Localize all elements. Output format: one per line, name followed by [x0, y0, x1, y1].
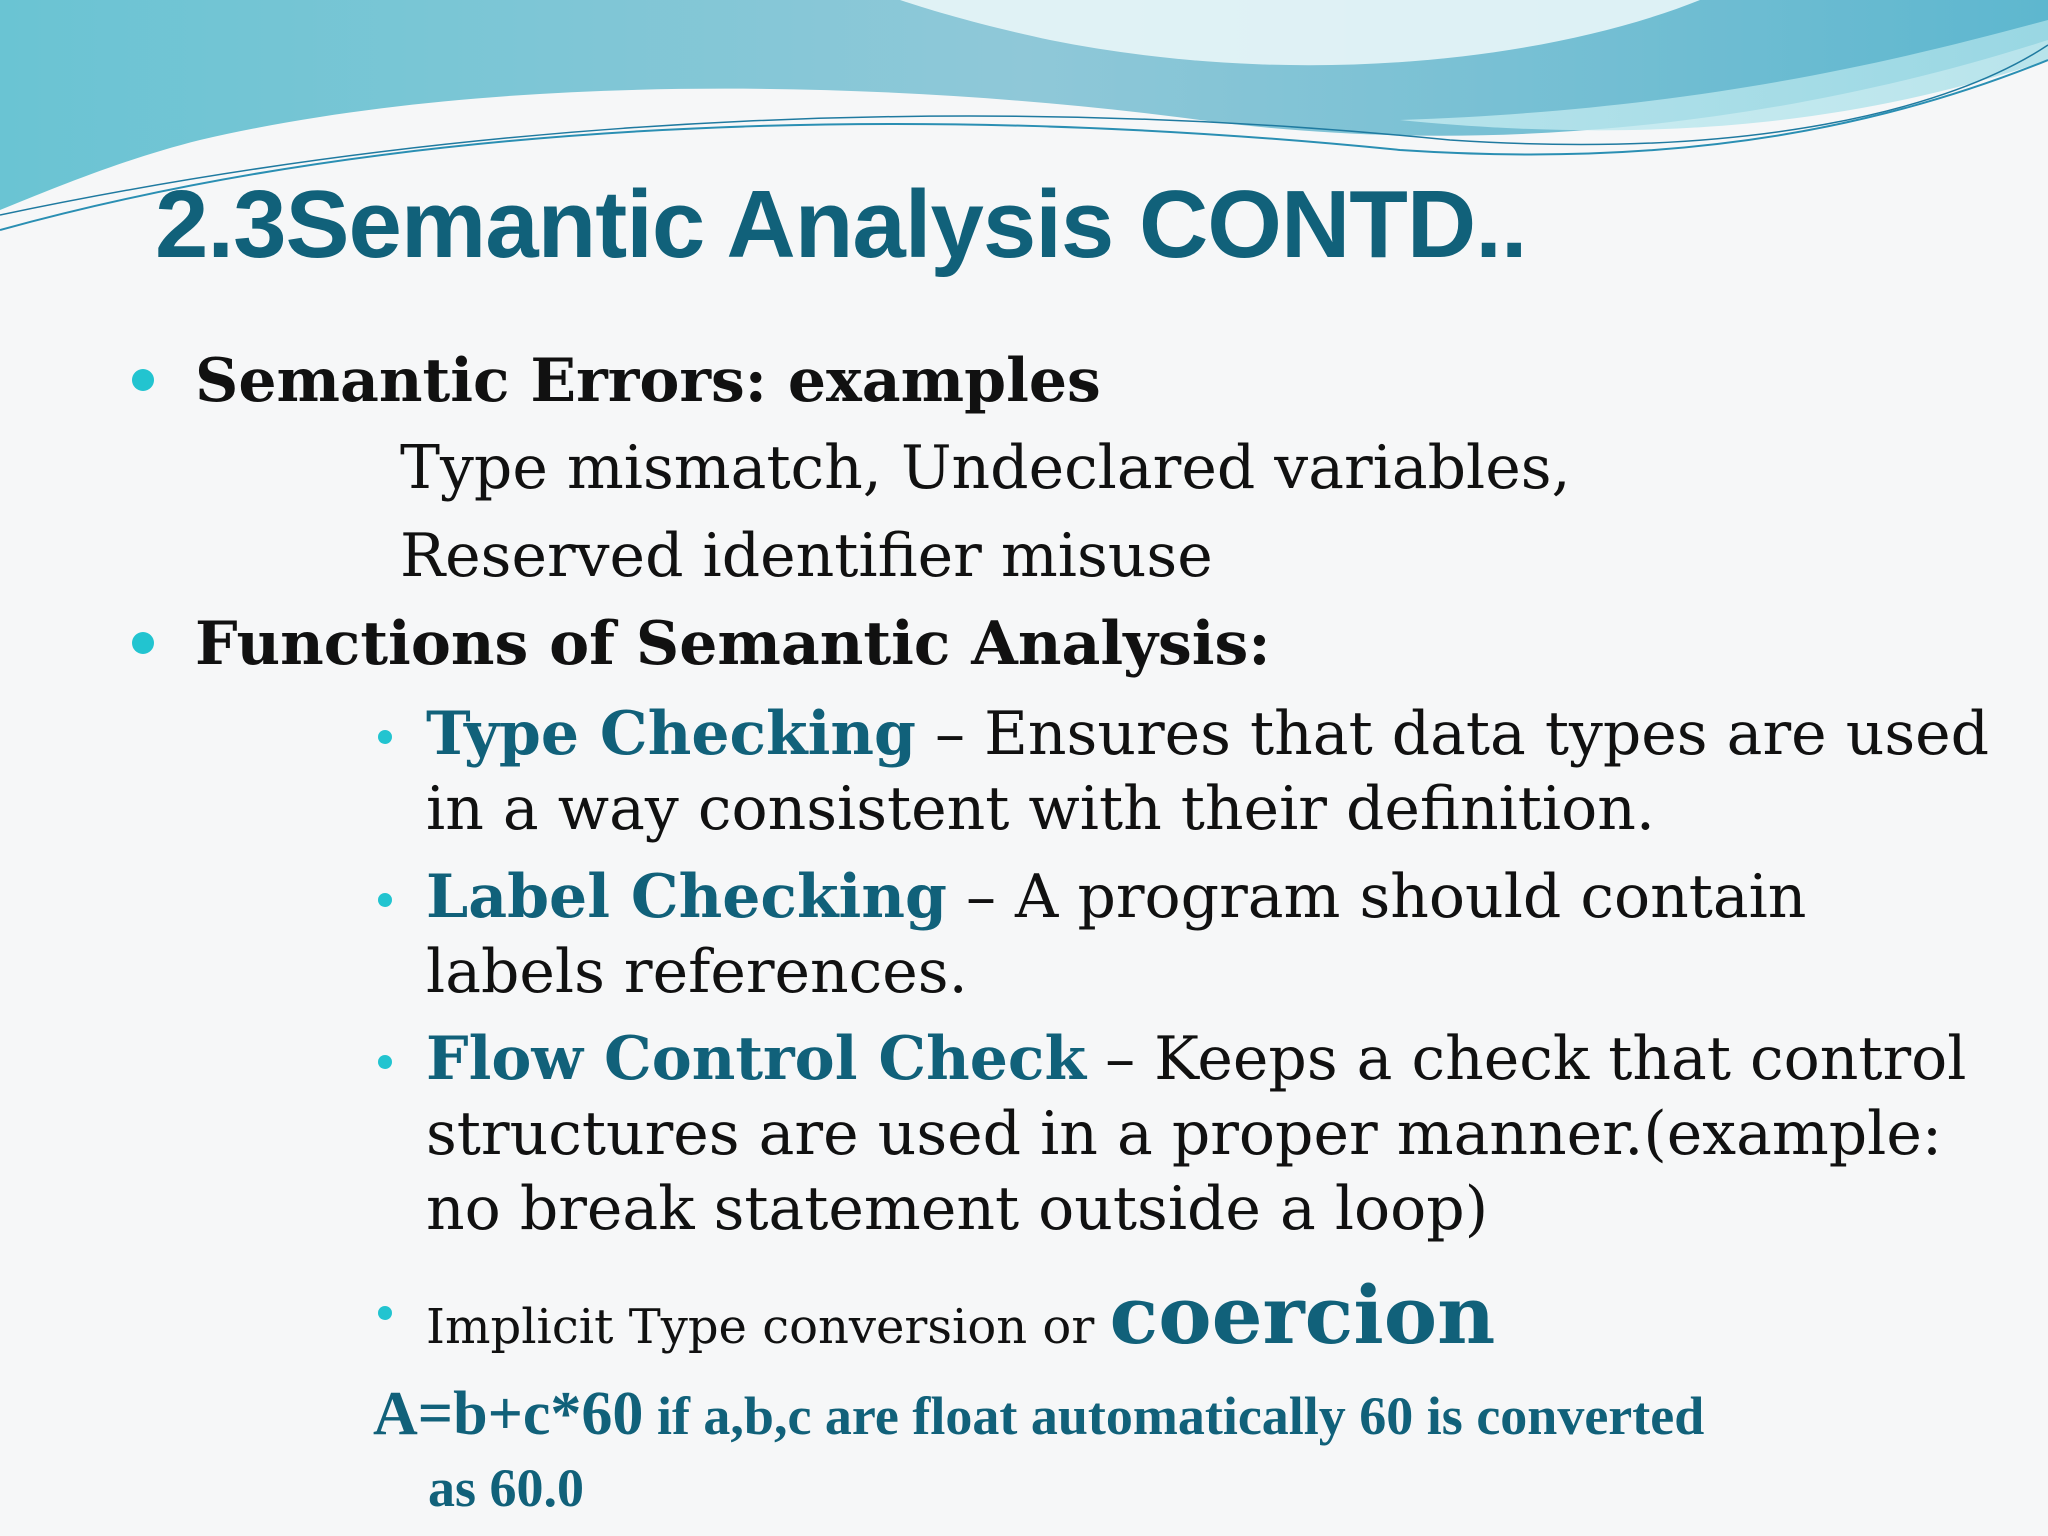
label-checking-desc-2: labels references.	[426, 937, 968, 1007]
flow-control-desc-2: structures are used in a proper manner.(example:	[426, 1099, 1943, 1169]
bullet-icon	[132, 632, 154, 654]
bullet-icon	[132, 369, 154, 391]
item-label-checking	[426, 860, 1806, 1010]
sub-bullet-icon	[378, 730, 392, 744]
semantic-errors-line-1: Type mismatch, Undeclared variables,	[400, 433, 1571, 503]
bullet-semantic-errors: Semantic Errors: examples	[195, 346, 1101, 416]
label-checking-desc-1: – A program should contain	[946, 862, 1807, 932]
flow-control-desc-1: – Keeps a check that control	[1086, 1024, 1967, 1094]
item-implicit-conversion	[426, 1268, 1495, 1362]
semantic-errors-line-2: Reserved identifier misuse	[400, 521, 1213, 591]
example-text-2: as 60.0	[428, 1458, 585, 1518]
example-text-1: if a,b,c are float automatically 60 is converted	[643, 1386, 1705, 1446]
sub-bullet-icon	[378, 1306, 392, 1320]
bullet-functions: Functions of Semantic Analysis:	[195, 609, 1271, 679]
sub-bullet-icon	[378, 1055, 392, 1069]
flow-control-desc-3: no break statement outside a loop)	[426, 1174, 1489, 1244]
implicit-conversion-text: Implicit Type conversion or	[426, 1299, 1110, 1355]
term-label-checking: Label Checking	[426, 862, 947, 932]
item-type-checking	[426, 697, 1989, 847]
type-checking-desc-1: – Ensures that data types are used	[915, 699, 1990, 769]
coercion-example	[373, 1378, 1704, 1524]
example-equation: A=b+c*60	[373, 1380, 644, 1448]
sub-bullet-icon	[378, 893, 392, 907]
type-checking-desc-2: in a way consistent with their definition.	[426, 774, 1655, 844]
slide-title: 2.3Semantic Analysis CONTD..	[155, 171, 1527, 278]
term-flow-control: Flow Control Check	[426, 1024, 1087, 1094]
coercion-emphasis: coercion	[1109, 1268, 1496, 1362]
term-type-checking: Type Checking	[426, 699, 916, 769]
item-flow-control	[426, 1022, 1967, 1247]
